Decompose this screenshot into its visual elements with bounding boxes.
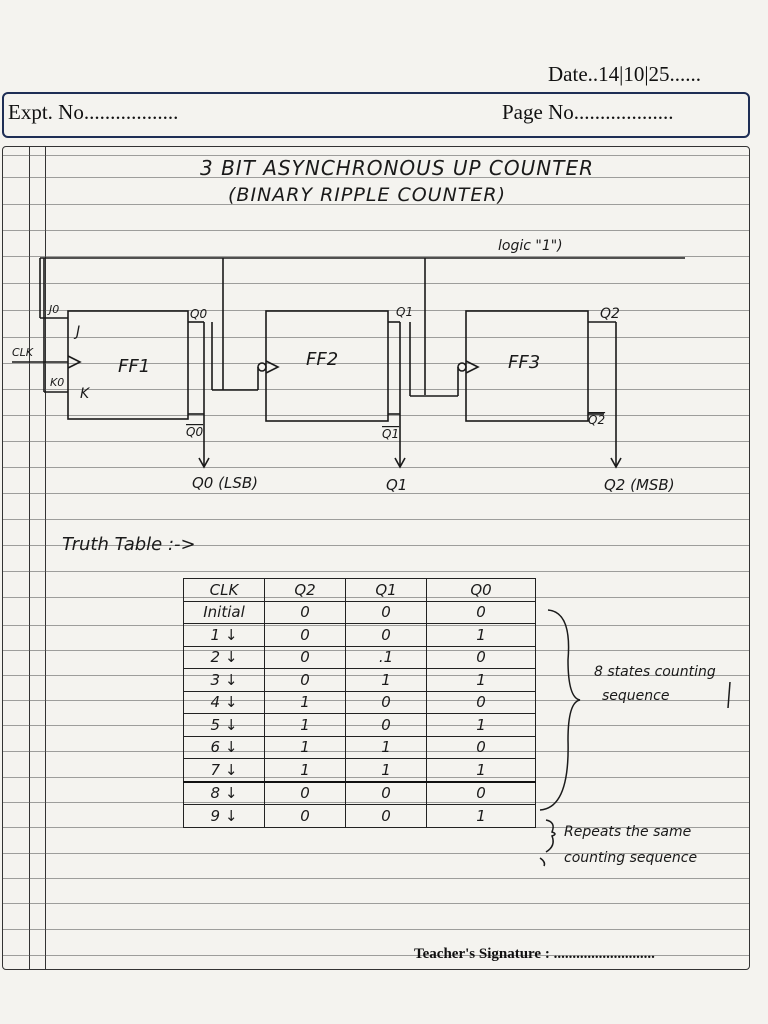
table-cell: 1 [346,759,427,782]
table-cell: 1 [265,759,346,782]
ff3-label: FF3 [508,352,541,373]
table-cell: 0 [427,646,536,669]
table-cell: 0 [265,805,346,828]
table-cell: 1 [265,714,346,737]
table-cell: 9 ↓ [184,805,265,828]
table-cell: 0 [427,782,536,805]
table-cell: 0 [265,669,346,692]
page-title: 3 BIT ASYNCHRONOUS UP COUNTER [200,156,594,180]
table-header-cell: Q2 [265,579,346,602]
table-cell: 0 [346,782,427,805]
q1-bar-label: Q1 [382,427,400,441]
j0-label: J0 [49,303,60,316]
q1-output: Q1 [386,476,408,494]
table-cell: 1 [346,736,427,759]
table-header-cell: Q0 [427,579,536,602]
k-input-label: K [80,386,90,402]
states-note-line2: sequence [602,688,670,704]
q2-bar-label: Q2 [588,413,606,427]
j-input-label: J [76,324,81,340]
page-subtitle: (BINARY RIPPLE COUNTER) [228,184,507,206]
table-cell: 1 [427,759,536,782]
table-cell: 0 [265,782,346,805]
table-cell: 1 ↓ [184,624,265,647]
q2-msb-output: Q2 (MSB) [604,476,675,494]
table-header-cell: CLK [184,579,265,602]
table-cell: 6 ↓ [184,736,265,759]
k0-label: K0 [50,376,65,389]
table-cell: 0 [346,805,427,828]
ff1-label: FF1 [118,356,151,377]
q1-label: Q1 [396,305,414,319]
q0-label: Q0 [190,307,208,321]
table-cell: 0 [427,601,536,624]
table-cell: 5 ↓ [184,714,265,737]
page-number-field: Page No................... [502,100,674,124]
repeat-brace [546,820,555,852]
repeat-note-line1: Repeats the same [564,824,692,840]
table-cell: 7 ↓ [184,759,265,782]
clk-label: CLK [12,346,34,359]
table-cell: 0 [346,624,427,647]
states-brace [540,610,580,810]
table-cell: 4 ↓ [184,691,265,714]
q0-lsb-output: Q0 (LSB) [192,474,258,492]
teacher-signature-field: Teacher's Signature : ........................... [414,946,655,962]
table-cell: 0 [265,646,346,669]
table-cell: 3 ↓ [184,669,265,692]
states-note-line1: 8 states counting [594,664,716,680]
table-cell: .1 [346,646,427,669]
table-cell: 1 [346,669,427,692]
table-cell: 1 [427,624,536,647]
table-cell: 1 [427,669,536,692]
table-cell: 1 [427,805,536,828]
repeat-note-line2: counting sequence [564,850,698,866]
table-cell: Initial [184,601,265,624]
q0-bar-label: Q0 [186,425,204,439]
table-cell: 0 [346,691,427,714]
table-cell: 0 [427,736,536,759]
table-cell: 1 [265,691,346,714]
table-cell: 0 [265,624,346,647]
date-field: Date..14|10|25...... [548,62,702,86]
table-cell: 0 [346,714,427,737]
ruled-line [3,929,749,930]
table-cell: 2 ↓ [184,646,265,669]
table-cell: 0 [265,601,346,624]
table-cell: 0 [427,691,536,714]
table-cell: 0 [346,601,427,624]
q2-label: Q2 [600,306,620,322]
table-cell: 8 ↓ [184,782,265,805]
table-cell: 1 [265,736,346,759]
truth-table-heading: Truth Table :-> [62,534,196,555]
ruled-line [3,903,749,904]
table-cell: 1 [427,714,536,737]
logic-one-label: logic "1") [498,238,563,254]
experiment-number-field: Expt. No.................. [8,100,179,124]
table-header-cell: Q1 [346,579,427,602]
ff2-label: FF2 [306,349,339,370]
